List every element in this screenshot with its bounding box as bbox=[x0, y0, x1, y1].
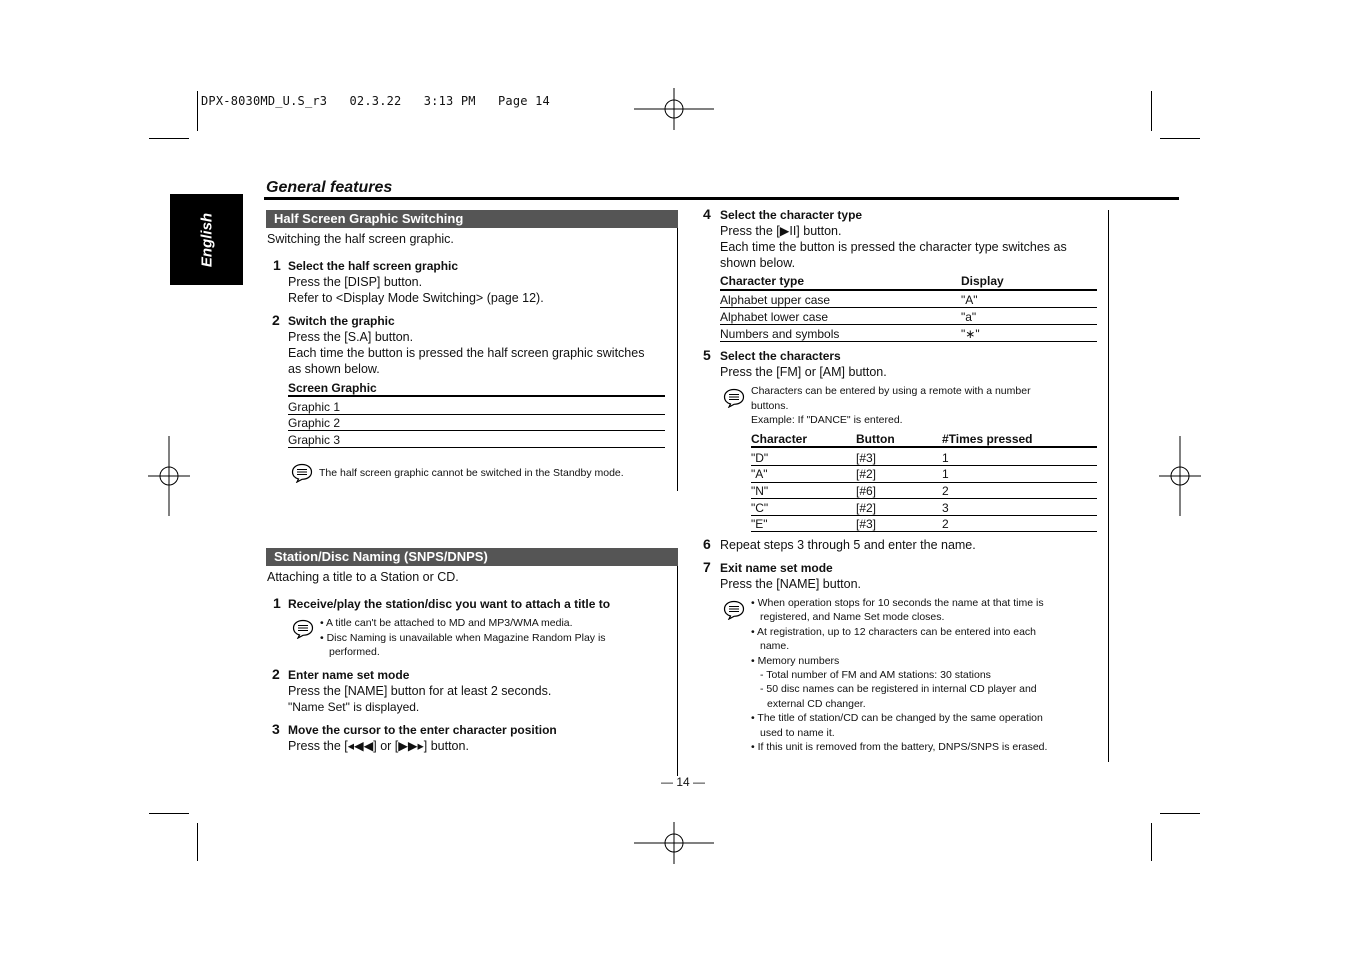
table-rule bbox=[288, 447, 665, 448]
note-icon bbox=[292, 619, 314, 639]
table-rule bbox=[720, 289, 1097, 291]
table-cell: "E" bbox=[751, 517, 768, 531]
note-text: registered, and Name Set mode closes. bbox=[760, 611, 945, 623]
step-text: as shown below. bbox=[288, 362, 380, 376]
registration-mark-top bbox=[634, 88, 714, 130]
note-text: • If this unit is removed from the battery, DNPS/SNPS is erased. bbox=[751, 741, 1048, 753]
table-rule bbox=[751, 465, 1097, 466]
table-rule bbox=[288, 414, 665, 415]
note-icon bbox=[291, 463, 313, 483]
step-number: 7 bbox=[703, 559, 711, 575]
note-icon bbox=[723, 388, 745, 408]
table-rule bbox=[751, 482, 1097, 483]
step-text: Press the [▶II] button. bbox=[720, 224, 842, 238]
language-tab-label: English bbox=[198, 212, 215, 267]
table-cell: "∗" bbox=[961, 327, 980, 341]
table-cell: Alphabet upper case bbox=[720, 293, 831, 307]
step-title: Move the cursor to the enter character position bbox=[288, 723, 557, 737]
table-cell: "C" bbox=[751, 501, 769, 515]
column-divider-bottom bbox=[677, 548, 678, 776]
note-text: - Total number of FM and AM stations: 30 stations bbox=[760, 669, 991, 681]
note-text: • Memory numbers bbox=[751, 655, 840, 667]
step-text: Repeat steps 3 through 5 and enter the name. bbox=[720, 538, 976, 552]
table-rule bbox=[751, 498, 1097, 499]
step-number: 1 bbox=[273, 257, 281, 273]
step-title: Receive/play the station/disc you want to attach a title to bbox=[288, 597, 611, 611]
registration-mark-bottom bbox=[634, 822, 714, 864]
note-text: Example: If "DANCE" is entered. bbox=[751, 414, 903, 426]
table-header: Character type bbox=[720, 274, 805, 288]
table-cell: "a" bbox=[961, 310, 977, 324]
note-text: - 50 disc names can be registered in internal CD player and bbox=[760, 683, 1037, 695]
table-rule bbox=[751, 515, 1097, 516]
step-number: 2 bbox=[272, 312, 280, 328]
note-text: • A title can't be attached to MD and MP3/WMA media. bbox=[320, 617, 573, 629]
table-cell: "A" bbox=[961, 293, 978, 307]
note-text: external CD changer. bbox=[767, 698, 866, 710]
note-text: used to name it. bbox=[760, 727, 835, 739]
half-intro: Switching the half screen graphic. bbox=[267, 232, 454, 246]
registration-mark-right bbox=[1159, 436, 1201, 516]
step-number: 2 bbox=[272, 666, 280, 682]
table-cell: 3 bbox=[942, 501, 949, 515]
step-number: 6 bbox=[703, 536, 711, 552]
page-number: — 14 — bbox=[661, 775, 706, 789]
step-title: Select the half screen graphic bbox=[288, 259, 459, 273]
note-text: Characters can be entered by using a remote with a number bbox=[751, 385, 1031, 397]
note-text: name. bbox=[760, 640, 790, 652]
table-rule bbox=[288, 395, 665, 397]
table-cell: [#6] bbox=[856, 484, 877, 498]
note-text: The half screen graphic cannot be switched in the Standby mode. bbox=[319, 467, 624, 479]
note-text: • Disc Naming is unavailable when Magazine Random Play is bbox=[320, 632, 606, 644]
step-text: "Name Set" is displayed. bbox=[288, 700, 420, 714]
note-text: • At registration, up to 12 characters can be entered into each bbox=[751, 626, 1037, 638]
note-text: buttons. bbox=[751, 400, 789, 412]
step-title: Enter name set mode bbox=[288, 668, 410, 682]
table-header: #Times pressed bbox=[942, 432, 1033, 446]
right-border bbox=[1108, 210, 1109, 762]
step-text: Each time the button is pressed the character type switches as bbox=[720, 240, 1067, 254]
table-cell: Numbers and symbols bbox=[720, 327, 840, 341]
table-cell: [#2] bbox=[856, 467, 877, 481]
naming-intro: Attaching a title to a Station or CD. bbox=[267, 570, 459, 584]
table-rule bbox=[751, 531, 1097, 532]
step-title: Switch the graphic bbox=[288, 314, 395, 328]
step-number: 3 bbox=[272, 721, 280, 737]
table-rule bbox=[751, 446, 1097, 448]
note-text: performed. bbox=[329, 646, 380, 658]
table-header: Screen Graphic bbox=[288, 381, 377, 395]
table-cell: [#2] bbox=[856, 501, 877, 515]
step-title: Select the character type bbox=[720, 208, 863, 222]
table-rule bbox=[720, 324, 1097, 325]
step-text: shown below. bbox=[720, 256, 796, 270]
registration-mark-left bbox=[148, 436, 190, 516]
table-rule bbox=[288, 430, 665, 431]
table-row: Graphic 2 bbox=[288, 416, 341, 430]
table-cell: 1 bbox=[942, 467, 949, 481]
step-text: Press the [◂◀◀] or [▶▶▸] button. bbox=[288, 739, 469, 753]
table-cell: Alphabet lower case bbox=[720, 310, 829, 324]
table-cell: 2 bbox=[942, 517, 949, 531]
step-text: Press the [NAME] button for at least 2 seconds. bbox=[288, 684, 552, 698]
page-title: General features bbox=[266, 179, 393, 196]
step-number: 1 bbox=[273, 595, 281, 611]
step-number: 4 bbox=[703, 206, 711, 222]
step-text: Press the [S.A] button. bbox=[288, 330, 414, 344]
table-cell: 2 bbox=[942, 484, 949, 498]
section-heading-half-screen: Half Screen Graphic Switching bbox=[266, 210, 678, 228]
table-rule bbox=[720, 307, 1097, 308]
table-row: Graphic 1 bbox=[288, 400, 341, 414]
note-text: • When operation stops for 10 seconds the name at that time is bbox=[751, 597, 1044, 609]
table-cell: 1 bbox=[942, 451, 949, 465]
step-text: Refer to <Display Mode Switching> (page 12). bbox=[288, 291, 544, 305]
table-header: Display bbox=[961, 274, 1004, 288]
table-rule bbox=[720, 341, 1097, 342]
title-rule bbox=[264, 197, 1179, 200]
step-text: Press the [DISP] button. bbox=[288, 275, 423, 289]
step-text: Each time the button is pressed the half screen graphic switches bbox=[288, 346, 645, 360]
step-text: Press the [FM] or [AM] button. bbox=[720, 365, 887, 379]
table-cell: "N" bbox=[751, 484, 769, 498]
note-icon bbox=[723, 600, 745, 620]
step-number: 5 bbox=[703, 347, 711, 363]
language-tab bbox=[170, 194, 243, 285]
step-title: Select the characters bbox=[720, 349, 841, 363]
print-header: DPX-8030MD_U.S_r3 02.3.22 3:13 PM Page 14 bbox=[201, 94, 550, 108]
table-cell: [#3] bbox=[856, 517, 877, 531]
column-divider-top bbox=[677, 210, 678, 491]
note-text: • The title of station/CD can be changed by the same operation bbox=[751, 712, 1043, 724]
table-cell: "D" bbox=[751, 451, 769, 465]
step-text: Press the [NAME] button. bbox=[720, 577, 862, 591]
table-cell: [#3] bbox=[856, 451, 877, 465]
section-heading-naming: Station/Disc Naming (SNPS/DNPS) bbox=[266, 548, 678, 566]
table-header: Button bbox=[856, 432, 895, 446]
step-title: Exit name set mode bbox=[720, 561, 833, 575]
table-header: Character bbox=[751, 432, 808, 446]
table-row: Graphic 3 bbox=[288, 433, 341, 447]
table-cell: "A" bbox=[751, 467, 768, 481]
